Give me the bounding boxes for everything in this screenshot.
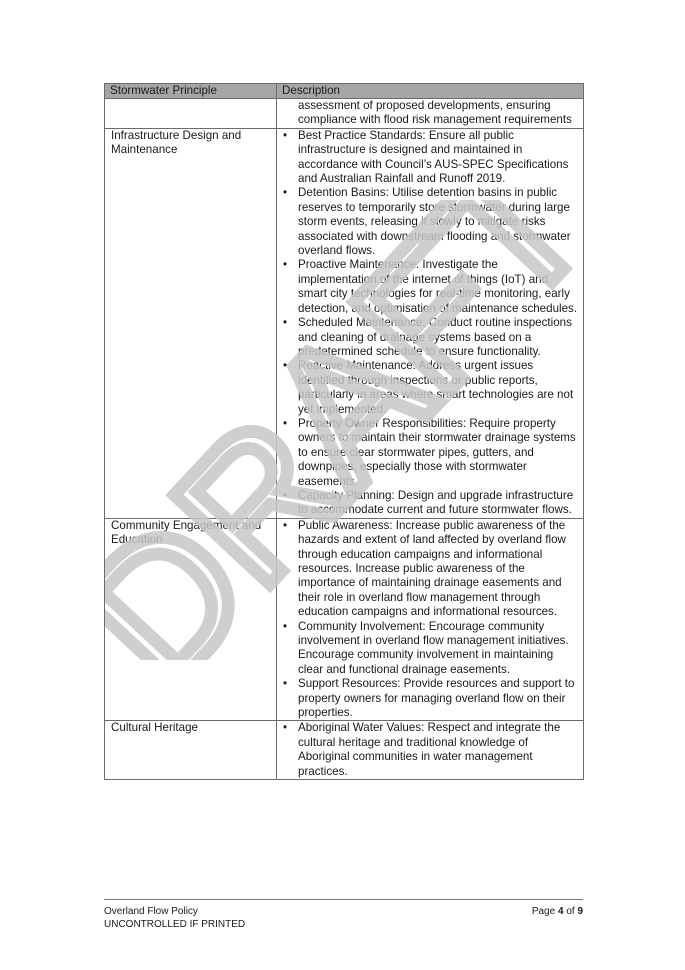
table-row: [105, 518, 584, 721]
principle-cell: Infrastructure Design and Maintenance: [105, 128, 277, 518]
page-label: Page: [531, 906, 556, 917]
footer-left: [104, 906, 245, 931]
description-cell: [277, 128, 584, 518]
list-item: • Best Practice Standards: Ensure all public infrastructure is designed and maintained in accordance with Council’s AUS-SPEC Specifications and Australian Rainfall and Runoff 2019.: [283, 129, 579, 187]
list-item: • Proactive Maintenance: Investigate the implementation of the internet of things (IoT) and smart city technologies for real-time monitoring, early detection, and optimisation of maintenance schedules.: [283, 258, 579, 316]
bullet-list: [283, 129, 579, 518]
list-item: • Reactive Maintenance: Address urgent issues identified through inspections or public reports, particularly in areas where smart technologies are not yet implemented.: [283, 359, 579, 417]
stormwater-principles-table: [104, 83, 584, 780]
page-total: 9: [577, 906, 583, 917]
footer-page-number: [532, 906, 583, 919]
footer-divider: [104, 899, 583, 900]
list-item: • Scheduled Maintenance: Conduct routine inspections and cleaning of drainage systems based on a predetermined schedule to ensure functionality.: [283, 316, 579, 359]
watermark-text: DRAFT: [105, 200, 585, 660]
description-cell: [277, 99, 584, 129]
list-item: • Capacity Planning: Design and upgrade infrastructure to accommodate current and future stormwater flows.: [283, 489, 579, 518]
header-description: Description: [277, 84, 584, 99]
page-of-label: of: [566, 906, 575, 917]
bullet-list: [283, 721, 579, 779]
list-item: • Aboriginal Water Values: Respect and integrate the cultural heritage and traditional knowledge of Aboriginal communities in water management practices.: [283, 721, 579, 779]
carryover-text: assessment of proposed developments, ensuring compliance with flood risk management requirements: [298, 99, 572, 127]
table-row: [105, 128, 584, 518]
footer-document-title: Overland Flow Policy: [104, 906, 198, 917]
table-row: [105, 721, 584, 780]
header-stormwater-principle: Stormwater Principle: [105, 84, 277, 99]
description-cell: [277, 721, 584, 780]
principle-cell: Cultural Heritage: [105, 721, 277, 780]
principle-cell-empty: [105, 99, 277, 129]
bullet-list: [283, 519, 579, 721]
principle-cell: Community Engagement and Education: [105, 518, 277, 721]
description-cell: [277, 518, 584, 721]
list-item: • Detention Basins: Utilise detention basins in public reserves to temporarily store stormwater during large storm events, releasing it slowly to mitigate risks associated with downstream flooding and stormwater overland flows.: [283, 186, 579, 258]
table-header-row: [105, 84, 584, 99]
list-item: • Property Owner Responsibilities: Require property owners to maintain their stormwater drainage systems to ensure clear stormwater pipes, gutters, and downpipes, especially those with stormwater easements.: [283, 417, 579, 489]
footer-uncontrolled-notice: UNCONTROLLED IF PRINTED: [104, 918, 246, 930]
list-item: • Public Awareness: Increase public awareness of the hazards and extent of land affected by overland flow through education campaigns and informational resources. Increase public awareness of the importance of maintaining drainage easements and their role in overland flow management through education campaigns and informational resources.: [283, 519, 579, 620]
list-item: • Support Resources: Provide resources and support to property owners for managing overland flow on their properties.: [283, 677, 579, 720]
list-item: • Community Involvement: Encourage community involvement in overland flow management initiatives. Encourage community involvement in maintaining clear and functional drainage easements.: [283, 620, 579, 678]
page-current: 4: [557, 906, 564, 917]
table-row-carryover: [105, 99, 584, 129]
